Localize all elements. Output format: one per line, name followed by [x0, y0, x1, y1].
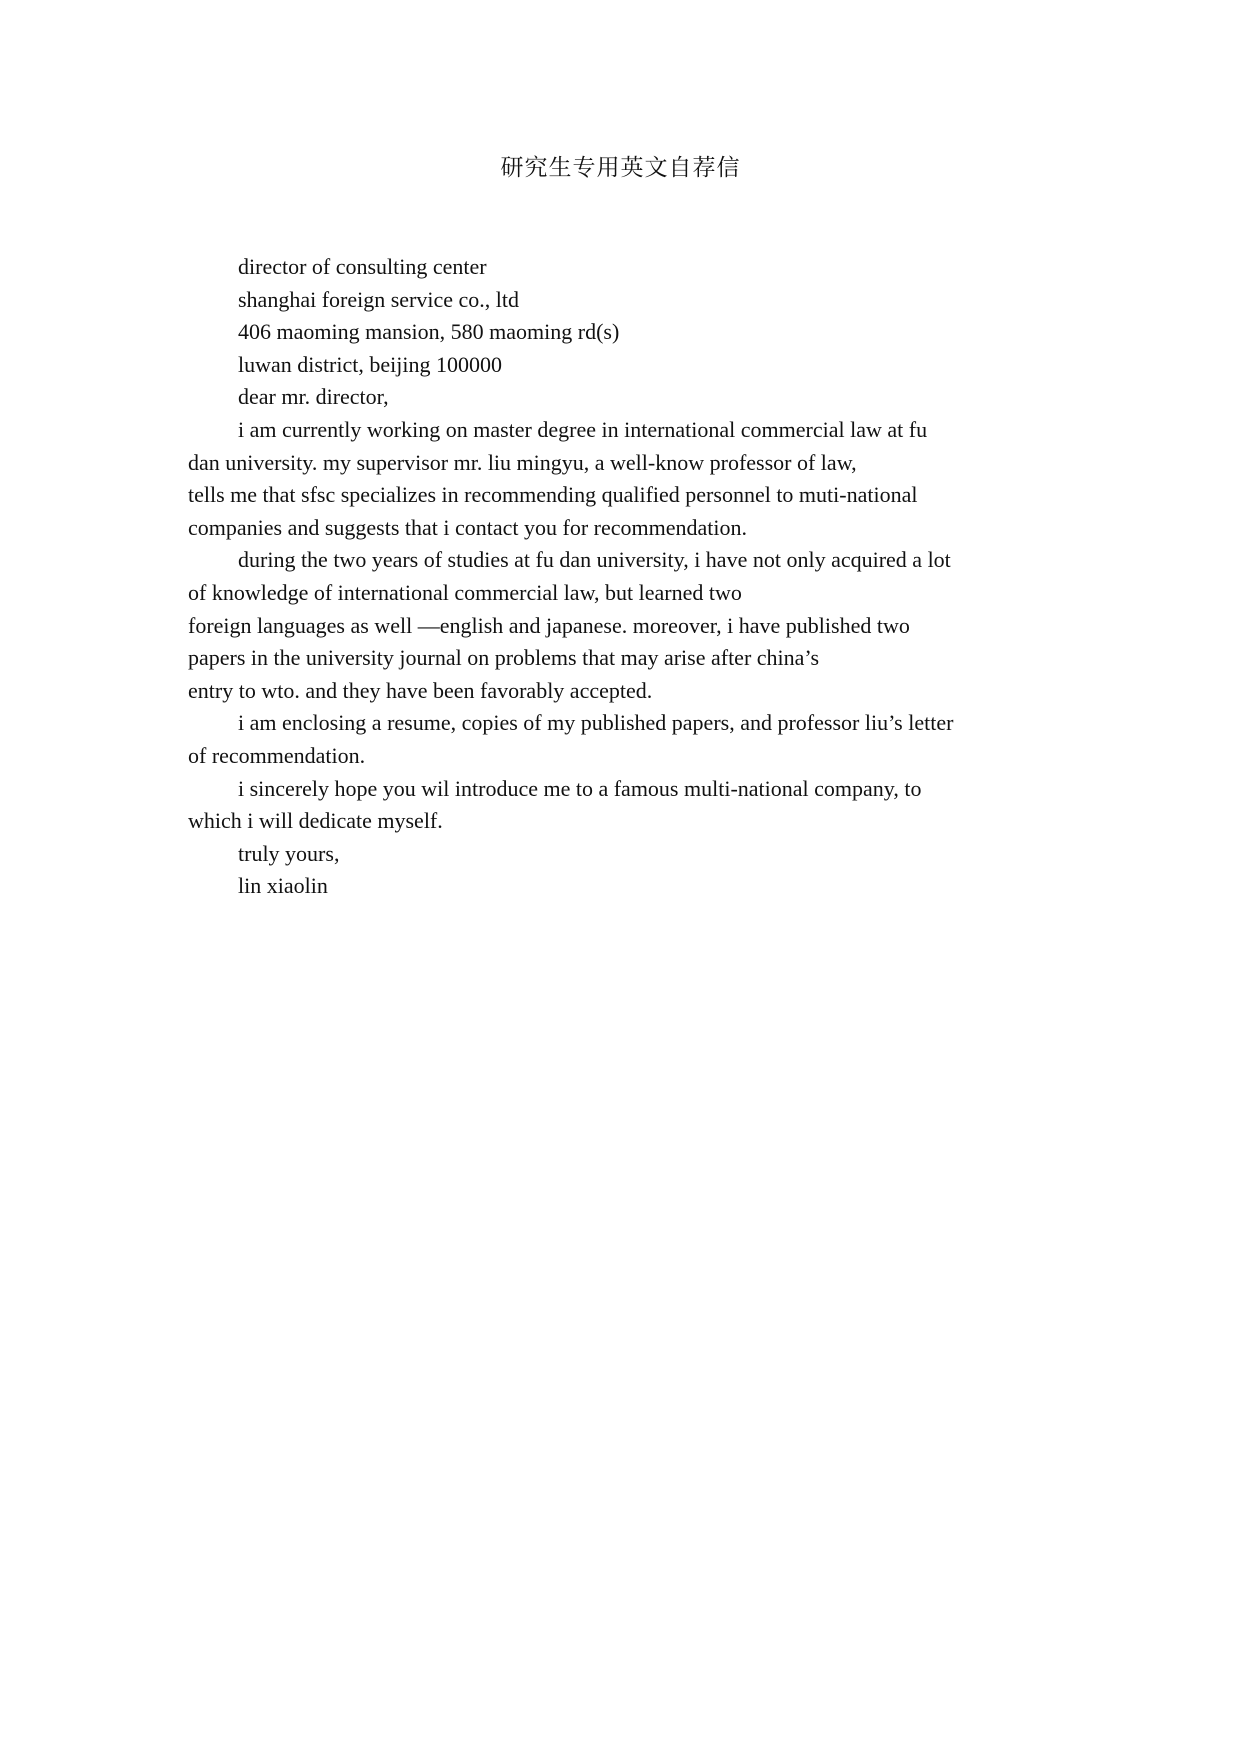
paragraph-line: i am enclosing a resume, copies of my published papers, and professor liu’s letter — [238, 710, 954, 736]
paragraph-line: entry to wto. and they have been favorably accepted. — [188, 677, 653, 703]
paragraph-line: during the two years of studies at fu dan university, i have not only acquired a lot — [238, 547, 951, 573]
recipient-city-line: luwan district, beijing 100000 — [238, 351, 502, 377]
paragraph-line: i sincerely hope you wil introduce me to a famous multi-national company, to — [238, 775, 922, 801]
signature-line: lin xiaolin — [238, 873, 328, 899]
paragraph-line: of recommendation. — [188, 742, 366, 768]
paragraph-line: companies and suggests that i contact you for recommendation. — [188, 514, 748, 540]
salutation-line: dear mr. director, — [238, 384, 389, 410]
paragraph-line: foreign languages as well —english and japanese. moreover, i have published two — [188, 612, 910, 638]
paragraph-line: i am currently working on master degree in international commercial law at fu — [238, 416, 928, 442]
recipient-address-line: 406 maoming mansion, 580 maoming rd(s) — [238, 319, 620, 345]
paragraph-line: which i will dedicate myself. — [188, 808, 443, 834]
paragraph-line: of knowledge of international commercial law, but learned two — [188, 579, 742, 605]
letter-body — [188, 251, 1058, 903]
recipient-title-line: director of consulting center — [238, 254, 487, 279]
paragraph-line: papers in the university journal on problems that may arise after china’s — [188, 645, 820, 671]
paragraph-line: tells me that sfsc specializes in recommending qualified personnel to muti-national — [188, 482, 918, 508]
closing-line: truly yours, — [238, 840, 340, 866]
document-title: 研究生专用英文自荐信 — [500, 155, 741, 180]
recipient-company-line: shanghai foreign service co., ltd — [238, 286, 520, 312]
paragraph-line: dan university. my supervisor mr. liu mingyu, a well-know professor of law, — [188, 449, 857, 475]
